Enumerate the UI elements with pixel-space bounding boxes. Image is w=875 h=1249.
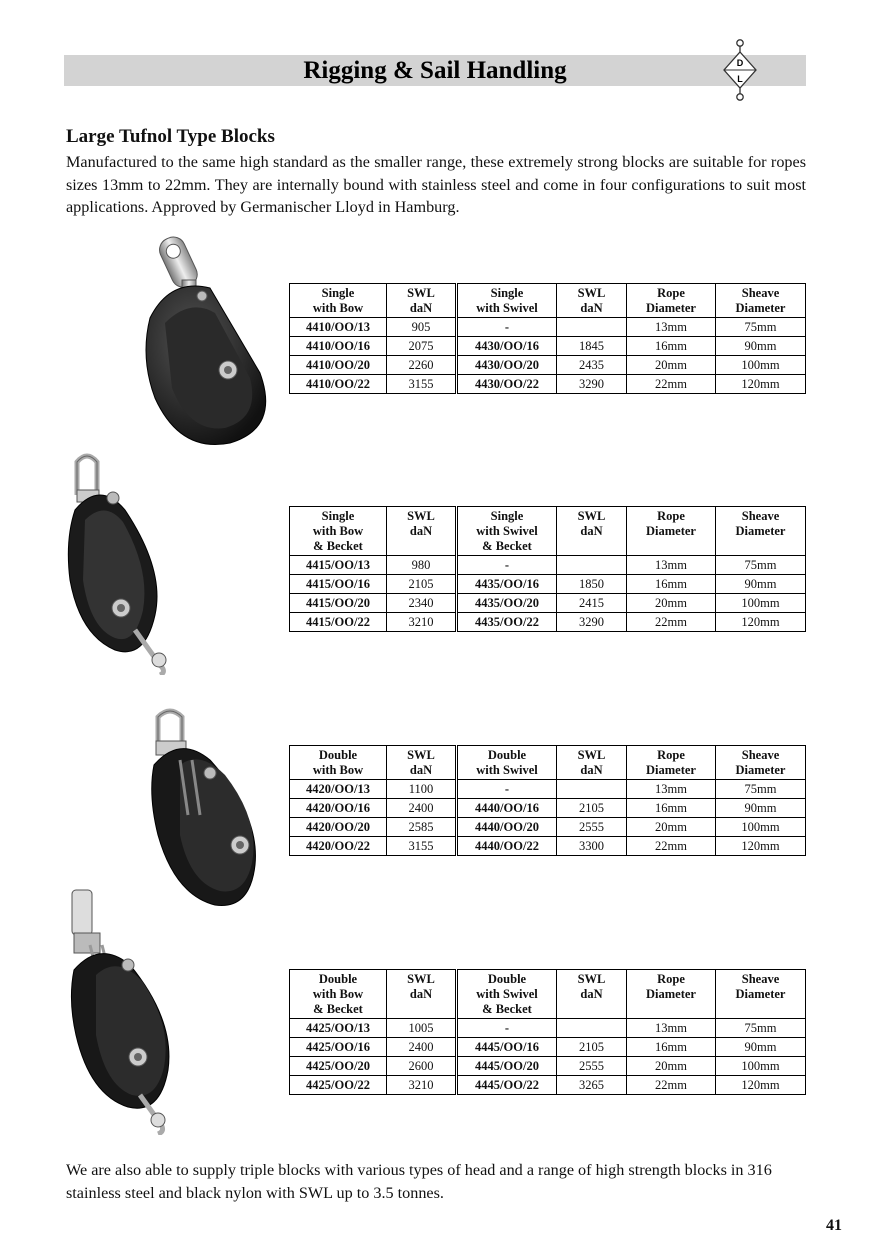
rope-diameter: 13mm <box>627 318 716 337</box>
rope-diameter: 20mm <box>627 594 716 613</box>
swl-value: 3290 <box>557 375 627 394</box>
product-code: 4440/OO/16 <box>457 799 557 818</box>
table-row <box>290 318 806 337</box>
single-swivel-block-image <box>110 228 280 453</box>
double-bow-block-image <box>140 705 275 910</box>
col-header-rope-diameter: Rope Diameter <box>627 507 716 556</box>
swl-value: 980 <box>387 556 457 575</box>
swl-value: 2400 <box>387 799 457 818</box>
table-row <box>290 356 806 375</box>
product-code: 4420/OO/22 <box>290 837 387 856</box>
footer-paragraph: We are also able to supply triple blocks with various types of head and a range of high strength blocks in 316 stainless steel and black nylon with SWL up to 3.5 tonnes. <box>66 1161 772 1202</box>
table-row <box>290 337 806 356</box>
product-code: 4435/OO/20 <box>457 594 557 613</box>
product-code: 4425/OO/13 <box>290 1019 387 1038</box>
rope-diameter: 13mm <box>627 1019 716 1038</box>
section-heading: Large Tufnol Type Blocks <box>66 126 275 147</box>
product-code: 4410/OO/16 <box>290 337 387 356</box>
col-header-swl: SWL daN <box>557 284 627 318</box>
col-header-swl: SWL daN <box>387 284 457 318</box>
col-header-single-swivel-becket: Single with Swivel & Becket <box>457 507 557 556</box>
product-code: 4445/OO/22 <box>457 1076 557 1095</box>
col-header-swl: SWL daN <box>557 746 627 780</box>
swl-value: 1100 <box>387 780 457 799</box>
swl-value: 3210 <box>387 613 457 632</box>
spec-table-single-bow <box>289 283 806 394</box>
product-code: 4425/OO/22 <box>290 1076 387 1095</box>
rope-diameter: 16mm <box>627 799 716 818</box>
product-code: 4415/OO/13 <box>290 556 387 575</box>
col-header-sheave-diameter: Sheave Diameter <box>716 507 806 556</box>
col-header-swl: SWL daN <box>387 507 457 556</box>
dl-logo <box>720 38 760 102</box>
product-code: 4415/OO/22 <box>290 613 387 632</box>
sheave-diameter: 100mm <box>716 1057 806 1076</box>
swl-value: 1850 <box>557 575 627 594</box>
col-header-swl: SWL daN <box>387 970 457 1019</box>
product-code: 4410/OO/22 <box>290 375 387 394</box>
page-number: 41 <box>826 1217 842 1234</box>
sheave-diameter: 90mm <box>716 1038 806 1057</box>
table-row <box>290 1019 806 1038</box>
product-code: - <box>457 1019 557 1038</box>
product-code: 4410/OO/13 <box>290 318 387 337</box>
product-code: 4425/OO/20 <box>290 1057 387 1076</box>
product-code: - <box>457 556 557 575</box>
swl-value: 905 <box>387 318 457 337</box>
swl-value: 2105 <box>557 1038 627 1057</box>
table-row <box>290 594 806 613</box>
product-code: 4435/OO/16 <box>457 575 557 594</box>
swl-value: 2435 <box>557 356 627 375</box>
col-header-swl: SWL daN <box>557 507 627 556</box>
swl-value: 2105 <box>387 575 457 594</box>
swl-value: 2075 <box>387 337 457 356</box>
table-row <box>290 780 806 799</box>
sheave-diameter: 90mm <box>716 337 806 356</box>
rope-diameter: 20mm <box>627 1057 716 1076</box>
product-code: 4435/OO/22 <box>457 613 557 632</box>
logo-letter-l: L <box>737 74 743 84</box>
table-row <box>290 837 806 856</box>
table-row <box>290 799 806 818</box>
product-code: 4430/OO/22 <box>457 375 557 394</box>
table-header-row <box>290 284 806 318</box>
sheave-diameter: 90mm <box>716 799 806 818</box>
swl-value: 2105 <box>557 799 627 818</box>
product-code: 4430/OO/20 <box>457 356 557 375</box>
rope-diameter: 16mm <box>627 1038 716 1057</box>
rope-diameter: 22mm <box>627 1076 716 1095</box>
product-code: 4410/OO/20 <box>290 356 387 375</box>
product-code: 4415/OO/16 <box>290 575 387 594</box>
swl-value: 3155 <box>387 375 457 394</box>
page-title: Rigging & Sail Handling <box>303 57 567 84</box>
col-header-sheave-diameter: Sheave Diameter <box>716 746 806 780</box>
sheave-diameter: 75mm <box>716 780 806 799</box>
col-header-swl: SWL daN <box>387 746 457 780</box>
double-swivel-becket-block-image <box>60 885 185 1135</box>
sheave-diameter: 100mm <box>716 818 806 837</box>
swl-value: 1845 <box>557 337 627 356</box>
swl-value: 2400 <box>387 1038 457 1057</box>
col-header-double-bow: Double with Bow <box>290 746 387 780</box>
sheave-diameter: 75mm <box>716 318 806 337</box>
col-header-single-swivel: Single with Swivel <box>457 284 557 318</box>
swl-value: 3265 <box>557 1076 627 1095</box>
table-row <box>290 575 806 594</box>
product-code: 4420/OO/20 <box>290 818 387 837</box>
swl-value: 2555 <box>557 818 627 837</box>
table-row <box>290 613 806 632</box>
table-row <box>290 1057 806 1076</box>
intro-paragraph: Manufactured to the same high standard as the smaller range, these extremely strong blocks are suitable for ropes sizes 13mm to 22mm. They are internally bound with stainless steel and come in four configurations to suit most applications. Approved by Germanischer Lloyd in Hamburg. <box>66 153 806 216</box>
spec-table-double-bow-becket <box>289 969 806 1095</box>
swl-value <box>557 1019 627 1038</box>
sheave-diameter: 75mm <box>716 556 806 575</box>
swl-value <box>557 318 627 337</box>
product-code: 4445/OO/16 <box>457 1038 557 1057</box>
swl-value: 2340 <box>387 594 457 613</box>
sheave-diameter: 100mm <box>716 594 806 613</box>
rope-diameter: 20mm <box>627 818 716 837</box>
product-code: 4440/OO/22 <box>457 837 557 856</box>
rope-diameter: 22mm <box>627 375 716 394</box>
table-row <box>290 375 806 394</box>
col-header-swl: SWL daN <box>557 970 627 1019</box>
sheave-diameter: 90mm <box>716 575 806 594</box>
col-header-rope-diameter: Rope Diameter <box>627 970 716 1019</box>
logo-letter-d: D <box>736 58 744 68</box>
rope-diameter: 22mm <box>627 837 716 856</box>
swl-value <box>557 556 627 575</box>
rope-diameter: 22mm <box>627 613 716 632</box>
sheave-diameter: 120mm <box>716 613 806 632</box>
product-code: 4415/OO/20 <box>290 594 387 613</box>
swl-value: 2600 <box>387 1057 457 1076</box>
sheave-diameter: 120mm <box>716 837 806 856</box>
col-header-double-swivel: Double with Swivel <box>457 746 557 780</box>
spec-table-single-bow-becket <box>289 506 806 632</box>
swl-value: 3155 <box>387 837 457 856</box>
swl-value: 2260 <box>387 356 457 375</box>
product-code: 4425/OO/16 <box>290 1038 387 1057</box>
spec-table-double-bow <box>289 745 806 856</box>
swl-value: 1005 <box>387 1019 457 1038</box>
rope-diameter: 13mm <box>627 556 716 575</box>
rope-diameter: 16mm <box>627 337 716 356</box>
product-code: - <box>457 780 557 799</box>
swl-value: 2415 <box>557 594 627 613</box>
product-code: 4430/OO/16 <box>457 337 557 356</box>
col-header-double-swivel-becket: Double with Swivel & Becket <box>457 970 557 1019</box>
col-header-rope-diameter: Rope Diameter <box>627 284 716 318</box>
swl-value: 3290 <box>557 613 627 632</box>
col-header-single-bow: Single with Bow <box>290 284 387 318</box>
col-header-double-bow-becket: Double with Bow & Becket <box>290 970 387 1019</box>
table-header-row <box>290 746 806 780</box>
table-header-row <box>290 970 806 1019</box>
sheave-diameter: 100mm <box>716 356 806 375</box>
swl-value: 2555 <box>557 1057 627 1076</box>
col-header-sheave-diameter: Sheave Diameter <box>716 970 806 1019</box>
sheave-diameter: 75mm <box>716 1019 806 1038</box>
col-header-sheave-diameter: Sheave Diameter <box>716 284 806 318</box>
product-code: - <box>457 318 557 337</box>
rope-diameter: 13mm <box>627 780 716 799</box>
table-row <box>290 818 806 837</box>
col-header-single-bow-becket: Single with Bow & Becket <box>290 507 387 556</box>
product-code: 4440/OO/20 <box>457 818 557 837</box>
table-header-row <box>290 507 806 556</box>
single-bow-becket-block-image <box>55 450 185 675</box>
table-row <box>290 1038 806 1057</box>
sheave-diameter: 120mm <box>716 375 806 394</box>
swl-value: 3300 <box>557 837 627 856</box>
swl-value <box>557 780 627 799</box>
product-code: 4420/OO/16 <box>290 799 387 818</box>
table-row <box>290 1076 806 1095</box>
product-code: 4420/OO/13 <box>290 780 387 799</box>
swl-value: 2585 <box>387 818 457 837</box>
header-bar <box>64 55 806 86</box>
rope-diameter: 16mm <box>627 575 716 594</box>
swl-value: 3210 <box>387 1076 457 1095</box>
rope-diameter: 20mm <box>627 356 716 375</box>
sheave-diameter: 120mm <box>716 1076 806 1095</box>
product-code: 4445/OO/20 <box>457 1057 557 1076</box>
table-row <box>290 556 806 575</box>
col-header-rope-diameter: Rope Diameter <box>627 746 716 780</box>
